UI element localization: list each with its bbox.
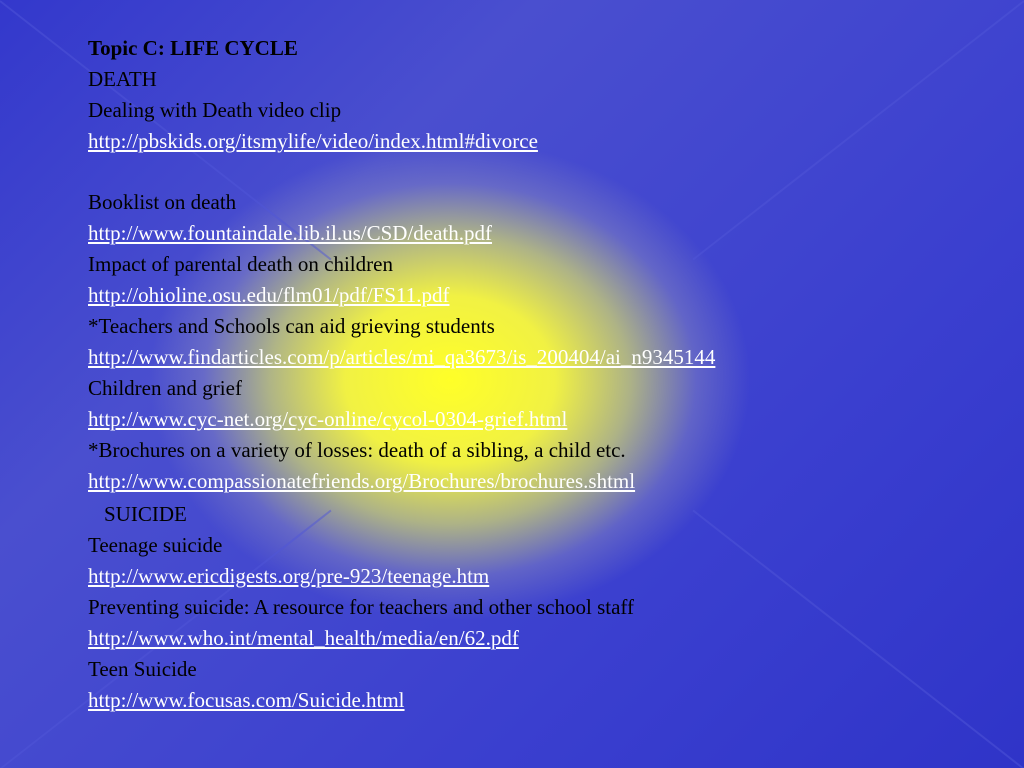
resource-link[interactable]: http://ohioline.osu.edu/flm01/pdf/FS11.pdf <box>88 283 450 307</box>
resource-link[interactable]: http://www.compassionatefriends.org/Brochures/brochures.shtml <box>88 469 636 493</box>
resource-link[interactable]: http://www.fountaindale.lib.il.us/CSD/death.pdf <box>88 221 493 245</box>
resource-link[interactable]: http://www.focusas.com/Suicide.html <box>88 688 405 712</box>
resource-label: Impact of parental death on children <box>88 252 393 276</box>
resource-label: Teen Suicide <box>88 657 197 681</box>
slide-title: Topic C: LIFE CYCLE <box>88 36 298 60</box>
resource-link[interactable]: http://www.who.int/mental_health/media/en/62.pdf <box>88 626 519 650</box>
resource-label: *Teachers and Schools can aid grieving students <box>88 314 495 338</box>
section-heading-suicide: SUICIDE <box>104 502 187 526</box>
resource-label: Teenage suicide <box>88 533 223 557</box>
resource-link[interactable]: http://www.ericdigests.org/pre-923/teenage.htm <box>88 564 490 588</box>
resource-label: *Brochures on a variety of losses: death of a sibling, a child etc. <box>88 438 626 462</box>
spacer <box>88 157 988 187</box>
resource-label: Children and grief <box>88 376 242 400</box>
resource-label: Preventing suicide: A resource for teachers and other school staff <box>88 595 635 619</box>
section-heading-death: DEATH <box>88 67 157 91</box>
resource-link[interactable]: http://pbskids.org/itsmylife/video/index.html#divorce <box>88 129 538 153</box>
resource-link[interactable]: http://www.cyc-net.org/cyc-online/cycol-0304-grief.html <box>88 407 568 431</box>
slide-content <box>88 33 988 716</box>
resource-label: Dealing with Death video clip <box>88 98 342 122</box>
resource-link[interactable]: http://www.findarticles.com/p/articles/mi_qa3673/is_200404/ai_n9345144 <box>88 345 716 369</box>
resource-label: Booklist on death <box>88 190 237 214</box>
